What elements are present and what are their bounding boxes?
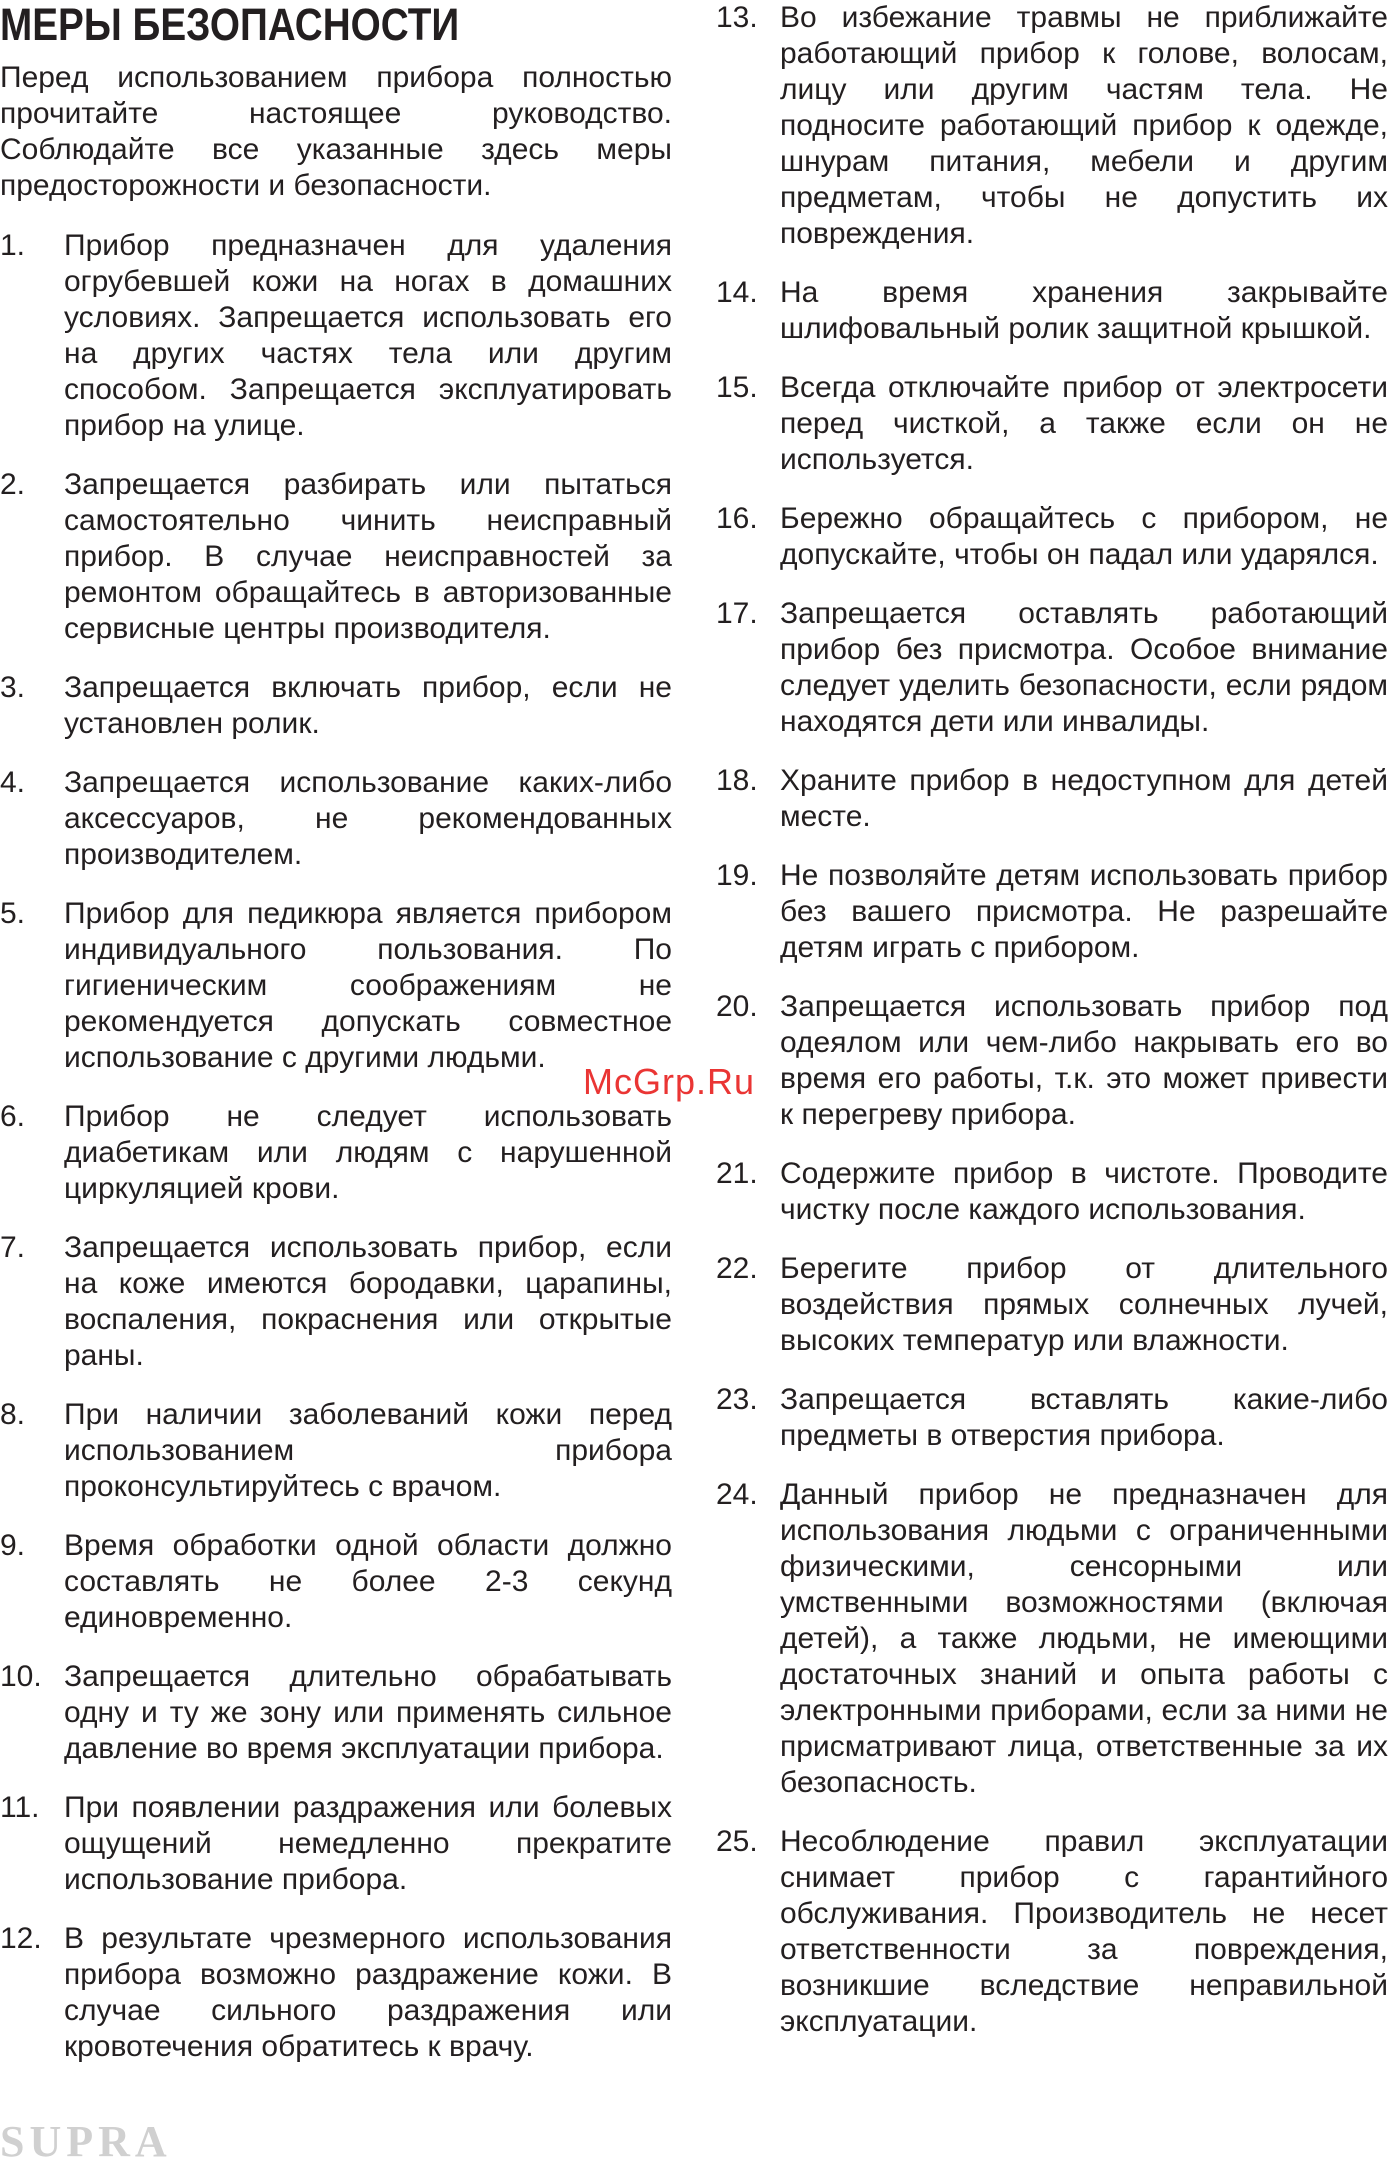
- item-number: 16.: [716, 502, 758, 535]
- left-column: [0, 0, 672, 2088]
- item-number: 14.: [716, 276, 758, 309]
- intro-paragraph: Перед использованием прибора полностью прочитайте настоящее руководство. Соблюдайте все указанные здесь меры предосторожности и безопасности.: [0, 61, 672, 202]
- item-text: Содержите прибор в чистоте. Проводите чистку после каждого использования.: [780, 1157, 1388, 1226]
- item-number: 13.: [716, 1, 758, 34]
- list-item: [0, 1528, 672, 1636]
- safety-list-left: [0, 228, 672, 2065]
- list-item: [716, 1382, 1388, 1454]
- item-text: Запрещается использовать прибор под одеялом или чем-либо накрывать его во время его работы, т.к. это может привести к перегреву прибора.: [780, 990, 1388, 1131]
- list-item: [0, 1397, 672, 1505]
- item-text: Не позволяйте детям использовать прибор без вашего присмотра. Не разрешайте детям играть с прибором.: [780, 859, 1388, 964]
- item-number: 5.: [0, 897, 26, 930]
- list-item: [0, 1659, 672, 1767]
- item-number: 6.: [0, 1100, 26, 1133]
- item-text: Несоблюдение правил эксплуатации снимает прибор с гарантийного обслуживания. Производитель не несет ответственности за повреждения, возникшие вследствие неправильной эксплуатации.: [780, 1825, 1388, 2038]
- safety-list-right: [716, 0, 1388, 2040]
- right-column: [716, 0, 1388, 2063]
- item-text: Берегите прибор от длительного воздействия прямых солнечных лучей, высоких температур или влажности.: [780, 1252, 1388, 1357]
- list-item: [0, 228, 672, 444]
- item-text: При наличии заболеваний кожи перед использованием прибора проконсультируйтесь с врачом.: [64, 1398, 672, 1503]
- list-item: [716, 596, 1388, 740]
- item-number: 3.: [0, 671, 26, 704]
- item-number: 7.: [0, 1231, 26, 1264]
- item-number: 8.: [0, 1398, 26, 1431]
- list-item: [716, 0, 1388, 252]
- item-text: Запрещается включать прибор, если не установлен ролик.: [64, 671, 672, 740]
- item-text: На время хранения закрывайте шлифовальный ролик защитной крышкой.: [780, 276, 1388, 345]
- item-number: 18.: [716, 764, 758, 797]
- item-number: 17.: [716, 597, 758, 630]
- item-number: 12.: [0, 1922, 42, 1955]
- list-item: [0, 1230, 672, 1374]
- item-text: Время обработки одной области должно составлять не более 2-3 секунд единовременно.: [64, 1529, 672, 1634]
- list-item: [0, 896, 672, 1076]
- list-item: [0, 467, 672, 647]
- list-item: [716, 275, 1388, 347]
- item-text: Всегда отключайте прибор от электросети перед чисткой, а также если он не используется.: [780, 371, 1388, 476]
- item-text: Прибор для педикюра является прибором индивидуального пользования. По гигиеническим соображениям не рекомендуется допускать совместное использование с другими людьми.: [64, 897, 672, 1074]
- item-text: Запрещается использовать прибор, если на коже имеются бородавки, царапины, воспаления, покраснения или открытые раны.: [64, 1231, 672, 1372]
- item-number: 23.: [716, 1383, 758, 1416]
- page-title: МЕРЫ БЕЗОПАСНОСТИ: [0, 0, 460, 50]
- list-item: [716, 501, 1388, 573]
- item-number: 9.: [0, 1529, 26, 1562]
- item-number: 21.: [716, 1157, 758, 1190]
- list-item: [716, 1251, 1388, 1359]
- item-text: Храните прибор в недоступном для детей месте.: [780, 764, 1388, 833]
- item-text: Запрещается разбирать или пытаться самостоятельно чинить неисправный прибор. В случае неисправностей за ремонтом обращайтесь в авторизованные сервисные центры производителя.: [64, 468, 672, 645]
- item-text: Запрещается длительно обрабатывать одну и ту же зону или применять сильное давление во время эксплуатации прибора.: [64, 1660, 672, 1765]
- item-text: Во избежание травмы не приближайте работающий прибор к голове, волосам, лицу или другим частям тела. Не подносите работающий прибор к одежде, шнурам питания, мебели и другим предметам, чтобы не допустить их повреждения.: [780, 1, 1388, 250]
- item-text: Запрещается использование каких-либо аксессуаров, не рекомендованных производителем.: [64, 766, 672, 871]
- item-number: 15.: [716, 371, 758, 404]
- list-item: [0, 765, 672, 873]
- list-item: [0, 1099, 672, 1207]
- item-text: Бережно обращайтесь с прибором, не допускайте, чтобы он падал или ударялся.: [780, 502, 1388, 571]
- item-number: 10.: [0, 1660, 42, 1693]
- list-item: [0, 1921, 672, 2065]
- item-text: При появлении раздражения или болевых ощущений немедленно прекратите использование прибора.: [64, 1791, 672, 1896]
- list-item: [716, 1156, 1388, 1228]
- list-item: [716, 763, 1388, 835]
- item-text: Прибор предназначен для удаления огрубевшей кожи на ногах в домашних условиях. Запрещается использовать его на других частях тела или другим способом. Запрещается эксплуатировать прибор на улице.: [64, 229, 672, 442]
- list-item: [716, 858, 1388, 966]
- item-number: 25.: [716, 1825, 758, 1858]
- brand-logo: SUPRA: [0, 2117, 172, 2166]
- item-number: 1.: [0, 229, 26, 262]
- list-item: [0, 1790, 672, 1898]
- list-item: [716, 1824, 1388, 2040]
- item-text: Запрещается оставлять работающий прибор без присмотра. Особое внимание следует уделить безопасности, если рядом находятся дети или инвалиды.: [780, 597, 1388, 738]
- item-text: Запрещается вставлять какие-либо предметы в отверстия прибора.: [780, 1383, 1388, 1452]
- item-text: В результате чрезмерного использования прибора возможно раздражение кожи. В случае сильного раздражения или кровотечения обратитесь к врачу.: [64, 1922, 672, 2063]
- item-number: 24.: [716, 1478, 758, 1511]
- item-number: 22.: [716, 1252, 758, 1285]
- watermark-text: McGrp.Ru: [583, 1061, 756, 1102]
- list-item: [0, 670, 672, 742]
- item-number: 4.: [0, 766, 26, 799]
- item-number: 20.: [716, 990, 758, 1023]
- item-number: 2.: [0, 468, 26, 501]
- list-item: [716, 1477, 1388, 1801]
- item-number: 11.: [0, 1791, 40, 1824]
- list-item: [716, 989, 1388, 1133]
- list-item: [716, 370, 1388, 478]
- item-text: Данный прибор не предназначен для использования людьми с ограниченными физическими, сенсорными или умственными возможностями (включая детей), а также людьми, не имеющими достаточных знаний и опыта работы с электронными приборами, если за ними не присматривают лица, ответственные за их безопасность.: [780, 1478, 1388, 1799]
- item-text: Прибор не следует использовать диабетикам или людям с нарушенной циркуляцией крови.: [64, 1100, 672, 1205]
- item-number: 19.: [716, 859, 758, 892]
